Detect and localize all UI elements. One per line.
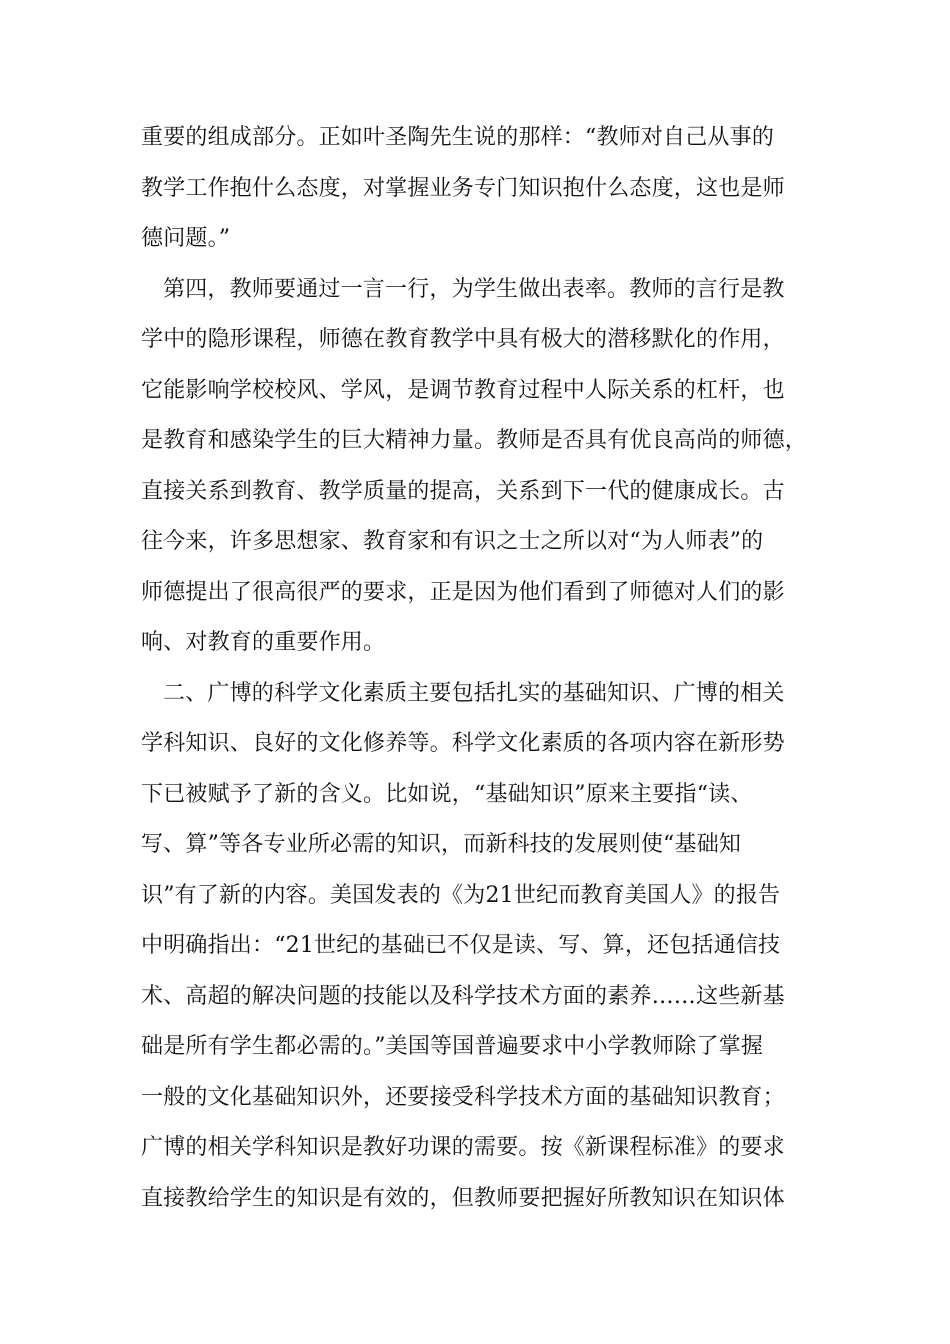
text-line: 教学工作抱什么态度，对掌握业务专门知识抱什么态度，这也是师 [141, 175, 785, 201]
body-text [141, 119, 831, 1230]
text-line: 术、高超的解决问题的技能以及科学技术方面的素养……这些新基 [141, 983, 785, 1009]
text-line: 重要的组成部分。正如叶圣陶先生说的那样：“教师对自己从事的 [141, 125, 775, 150]
text-line: 二、广博的科学文化素质主要包括扎实的基础知识、广博的相关 [163, 680, 785, 706]
text-line: 第四，教师要通过一言一行，为学生做出表率。教师的言行是教 [163, 276, 785, 302]
text-line: 它能影响学校校风、学风，是调节教育过程中人际关系的杠杆，也 [141, 377, 785, 403]
text-line: 识”有了新的内容。美国发表的《为21世纪而教育美国人》的报告 [141, 882, 781, 908]
text-line: 中明确指出：“21世纪的基础已不仅是读、写、算，还包括通信技 [141, 933, 781, 958]
text-line: 直接教给学生的知识是有效的，但教师要把握好所教知识在知识体 [141, 1185, 785, 1211]
text-line: 广博的相关学科知识是教好功课的需要。按《新课程标准》的要求 [141, 1135, 785, 1160]
text-line: 学科知识、良好的文化修养等。科学文化素质的各项内容在新形势 [141, 731, 785, 756]
text-line: 师德提出了很高很严的要求，正是因为他们看到了师德对人们的影 [141, 579, 785, 605]
text-line: 往今来，许多思想家、教育家和有识之士之所以对“为人师表”的 [141, 529, 764, 554]
text-line: 是教育和感染学生的巨大精神力量。教师是否具有优良高尚的师德， [141, 428, 808, 453]
text-line: 直接关系到教育、教学质量的提高，关系到下一代的健康成长。古 [141, 478, 785, 504]
text-line: 写、算”等各专业所必需的知识，而新科技的发展则使“基础知 [141, 832, 742, 857]
text-line: 一般的文化基础知识外，还要接受科学技术方面的基础知识教育； [141, 1084, 785, 1110]
text-line: 础是所有学生都必需的。”美国等国普遍要求中小学教师除了掌握 [141, 1034, 764, 1059]
text-line: 下已被赋予了新的含义。比如说，“基础知识”原来主要指“读、 [141, 781, 753, 807]
text-line: 响、对教育的重要作用。 [141, 630, 386, 655]
text-line: 学中的隐形课程，师德在教育教学中具有极大的潜移默化的作用， [141, 327, 785, 352]
text-line: 德问题。” [141, 226, 231, 251]
